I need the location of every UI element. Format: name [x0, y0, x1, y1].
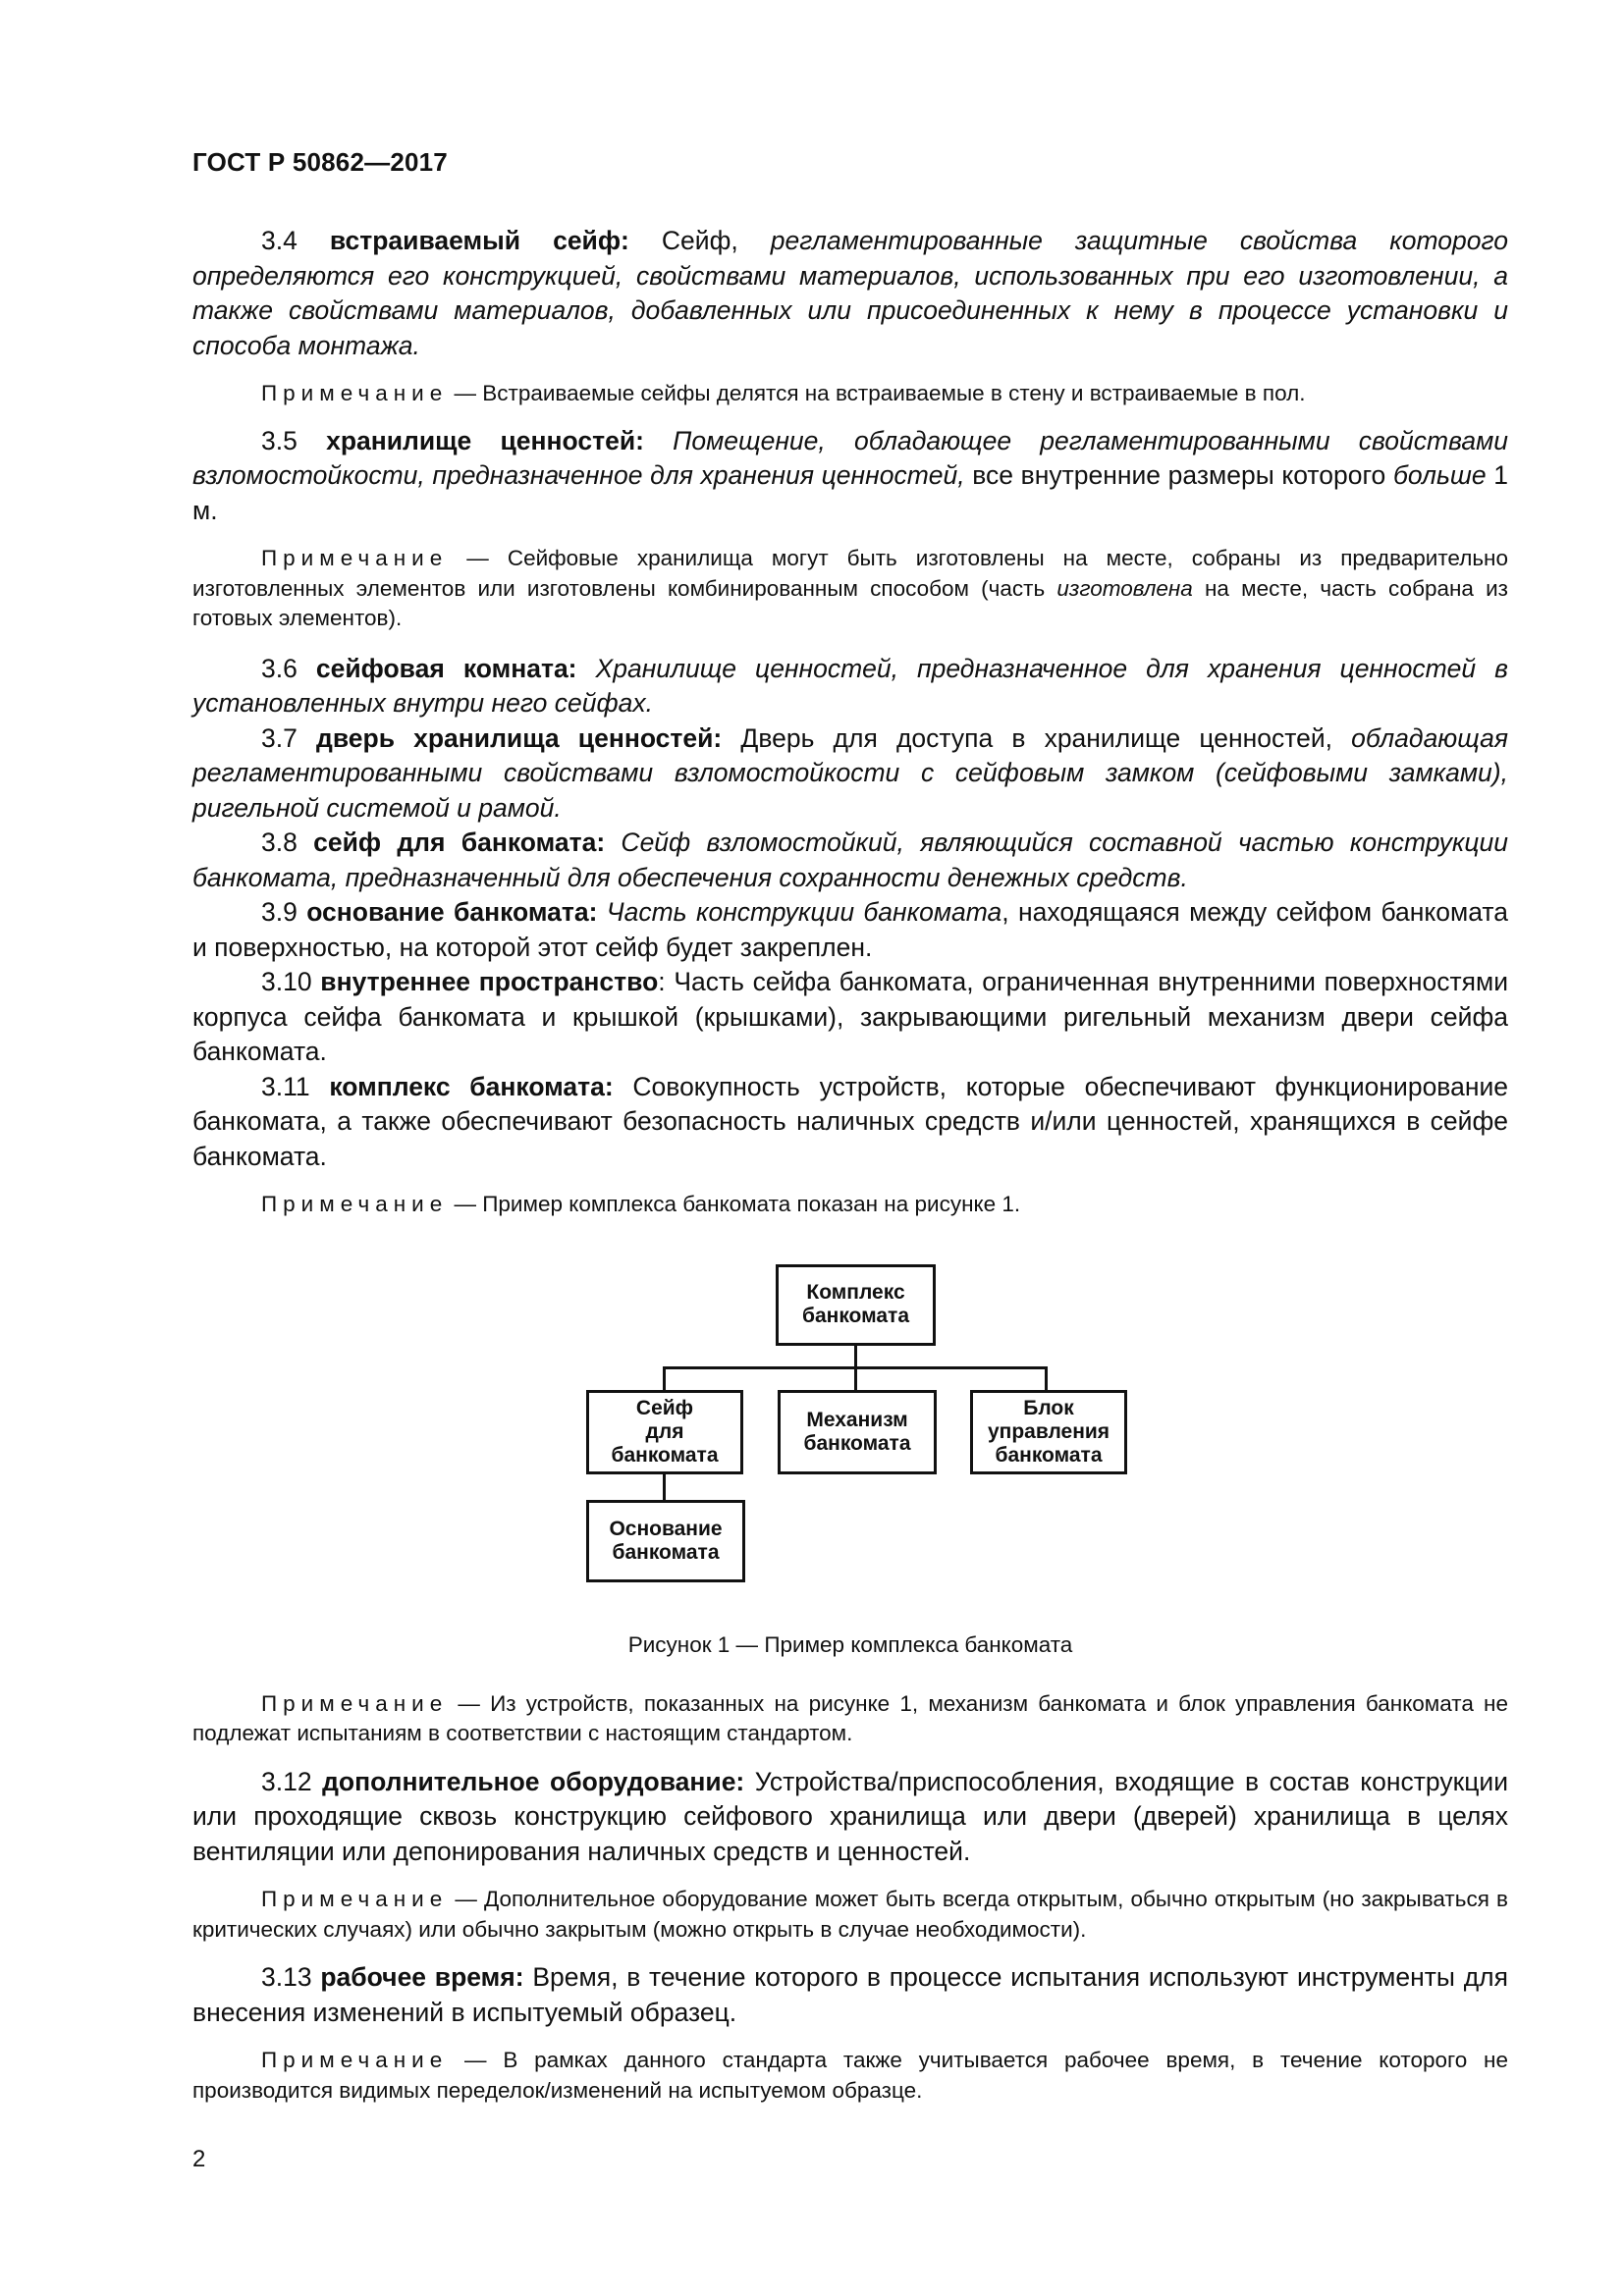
term-title: основание банкомата: [306, 897, 598, 927]
note-label: Примечание [261, 1887, 449, 1911]
term-title: рабочее время: [320, 1962, 524, 1992]
note-label: Примечание [261, 546, 449, 570]
note-3-12: Примечание — Дополнительное оборудование может быть всегда открытым, обычно открытым (но закрываться в критических случаях) или обычно закрытым (можно открыть в случае необходимости). [192, 1887, 1508, 1942]
term-title: комплекс банкомата: [329, 1071, 614, 1101]
note-figure-1: Примечание — Из устройств, показанных на рисунке 1, механизм банкомата и блок управления банкомата не подлежат испытаниям в соответствии с настоящим стандартом. [192, 1690, 1508, 1745]
box-control-unit: Блок управления банкомата [970, 1390, 1127, 1474]
term-3-11: 3.11 комплекс банкомата: Совокупность устройств, которые обеспечивают функционирование банкомата, а также обеспечивают безопасность наличных средств и/или ценностей, хранящихся в сейфе банкомата. [192, 1071, 1508, 1171]
term-3-4: 3.4 встраиваемый сейф: Сейф, регламентированные защитные свойства которого определяются его конструкцией, свойствами материалов, использованных при его изготовлении, а также свойствами материалов, добавленных или присоединенных к нему в процессе установки и способа монтажа. [192, 226, 1508, 360]
note-label: Примечание [261, 381, 449, 405]
term-3-12: 3.12 дополнительное оборудование: Устройства/приспособления, входящие в состав конструкции или проходящие сквозь конструкцию сейфового хранилища или двери (дверей) хранилища в целях вентиляции или депонирования наличных средств и ценностей. [192, 1766, 1508, 1866]
box-safe: Сейф для банкомата [586, 1390, 743, 1474]
term-title: сейфовая комната: [315, 653, 577, 683]
term-title: сейф для банкомата: [313, 828, 606, 857]
term-3-13: 3.13 рабочее время: Время, в течение которого в процессе испытания используют инструменты для внесения изменений в испытуемый образец. [192, 1962, 1508, 2027]
note-label: Примечание [261, 2048, 449, 2072]
term-title: встраиваемый сейф: [329, 226, 629, 255]
term-title: дополнительное оборудование: [322, 1766, 745, 1796]
term-3-5: 3.5 хранилище ценностей: Помещение, обладающее регламентированными свойствами взломостойкости, предназначенное для хранения ценностей, все внутренние размеры которого больше 1 м. [192, 425, 1508, 525]
note-3-4: Примечание — Встраиваемые сейфы делятся на встраиваемые в стену и встраиваемые в пол. [261, 381, 1306, 405]
connector-line [854, 1344, 857, 1367]
connector-line [1045, 1366, 1048, 1392]
note-3-13: Примечание — В рамках данного стандарта также учитывается рабочее время, в течение которого не производится видимых переделок/изменений на испытуемом образце. [192, 2048, 1508, 2103]
note-label: Примечание [261, 1690, 449, 1716]
connector-line [663, 1472, 666, 1502]
figure-caption: Рисунок 1 — Пример комплекса банкомата [627, 1631, 1073, 1657]
connector-line [854, 1366, 857, 1392]
box-mechanism: Механизм банкомата [778, 1390, 937, 1474]
page-number: 2 [192, 2146, 206, 2172]
term-title: дверь хранилища ценностей: [316, 722, 723, 753]
note-3-5: Примечание — Сейфовые хранилища могут быть изготовлены на месте, собраны из предварительно изготовленных элементов или изготовлены комбинированным способом (часть изготовлена на месте, часть собрана из готовых элементов). [192, 546, 1508, 630]
page-content [192, 218, 1508, 2106]
connector-line [663, 1366, 666, 1392]
document-header: ГОСТ Р 50862—2017 [192, 147, 448, 177]
term-3-8: 3.8 сейф для банкомата: Сейф взломостойкий, являющийся составной частью конструкции банкомата, предназначенный для обеспечения сохранности денежных средств. [192, 828, 1508, 892]
term-title: внутреннее пространство [320, 967, 659, 996]
box-base: Основание банкомата [586, 1500, 745, 1582]
figure-1-diagram [192, 1264, 1508, 1623]
note-3-11: Примечание — Пример комплекса банкомата показан на рисунке 1. [261, 1192, 1021, 1216]
term-3-10: 3.10 внутреннее пространство: Часть сейфа банкомата, ограниченная внутренними поверхностями корпуса сейфа банкомата и крышкой (крышками), закрывающими ригельный механизм двери сейфа банкомата. [192, 967, 1508, 1066]
term-title: хранилище ценностей: [326, 425, 644, 455]
term-3-7: 3.7 дверь хранилища ценностей: Дверь для доступа в хранилище ценностей, обладающая регламентированными свойствами взломостойкости с сейфовым замком (сейфовыми замками), ригельной системой и рамой. [192, 722, 1508, 823]
term-3-9: 3.9 основание банкомата: Часть конструкции банкомата, находящаяся между сейфом банкомата и поверхностью, на которой этот сейф будет закреплен. [192, 897, 1508, 962]
note-label: Примечание [261, 1192, 449, 1216]
box-complex: Комплекс банкомата [776, 1264, 936, 1346]
term-3-6: 3.6 сейфовая комната: Хранилище ценностей, предназначенное для хранения ценностей в установленных внутри него сейфах. [192, 653, 1509, 718]
